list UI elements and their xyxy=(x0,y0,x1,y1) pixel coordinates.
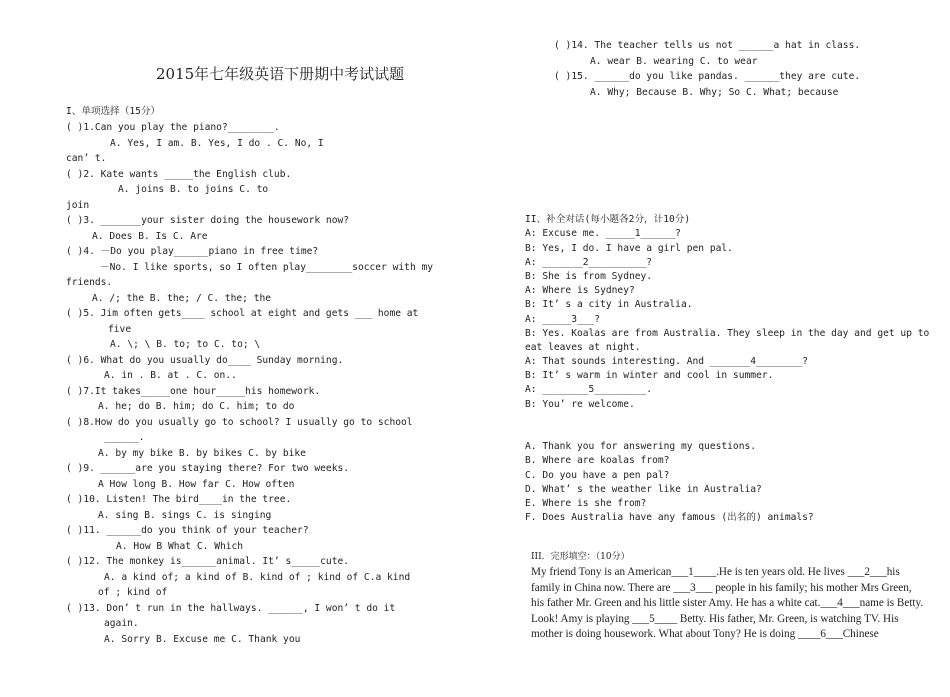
question-line: ( )6. What do you usually do____ Sunday morning. xyxy=(66,355,344,366)
cloze-line: My friend Tony is an American___1____.He is ten years old. He lives ___2___his xyxy=(531,566,900,578)
question-line: ( )15. ______do you like pandas. ______they are cute. xyxy=(554,71,861,82)
option-line: F. Does Australia have any famous (出名的) animals? xyxy=(525,512,814,523)
question-line: ______. xyxy=(104,432,145,443)
dialogue-line: II、补全对话(每小题各2分，计10分) xyxy=(525,214,691,225)
question-line: A. a kind of; a kind of B. kind of ; kind of C.a kind xyxy=(104,572,411,583)
question-line: ( )4. －Do you play______piano in free time? xyxy=(66,246,319,257)
question-line: of ; kind of xyxy=(98,587,168,598)
question-line: －No. I like sports, so I often play________soccer with my xyxy=(100,262,434,273)
question-line: ( )5. Jim often gets____ school at eight and gets ___ home at xyxy=(66,308,419,319)
question-line: ( )11. ______do you think of your teacher? xyxy=(66,525,309,536)
cloze-line: mother is doing housework. What about Tony? He is doing ____6___Chinese xyxy=(531,628,879,640)
question-line: A. joins B. to joins C. to xyxy=(118,184,269,195)
cloze-line: Look! Amy is playing ___5____ Betty. His father, Mr. Green, is watching TV. His xyxy=(531,612,899,625)
question-line: A. \; \ B. to; to C. to; \ xyxy=(110,339,261,350)
question-line: ( )7.It takes_____one hour_____his homework. xyxy=(66,386,321,397)
question-line: ( )13. Don’ t run in the hallways. ______, I won’ t do it xyxy=(66,603,396,614)
dialogue-line: A: _______2__________? xyxy=(525,257,653,268)
dialogue-line: eat leaves at night. xyxy=(525,342,641,353)
cloze-heading: III．完形填空：（10分） xyxy=(531,552,630,562)
question-line: five xyxy=(108,324,132,335)
question-line: ( )14. The teacher tells us not ______a hat in class. xyxy=(554,40,861,51)
question-line: can’ t. xyxy=(66,153,107,164)
cloze-line: family in China now. There are ___3___ people in his family; his mother Mrs Green, xyxy=(531,581,912,594)
dialogue-line: A: Excuse me. _____1______? xyxy=(525,228,681,239)
question-line: A. sing B. sings C. is singing xyxy=(98,510,272,521)
dialogue-line: B: Yes, I do. I have a girl pen pal. xyxy=(525,243,733,254)
question-line: ( )12. The monkey is______animal. It’ s_____cute. xyxy=(66,556,350,567)
dialogue-line: A: That sounds interesting. And _______4________? xyxy=(525,356,809,367)
option-line: A. Thank you for answering my questions. xyxy=(525,441,757,452)
question-line: ( )10. Listen! The bird____in the tree. xyxy=(66,494,292,505)
question-line: ( )9. ______are you staying there? For two weeks. xyxy=(66,463,350,474)
question-line: A. Yes, I am. B. Yes, I do . C. No, I xyxy=(110,138,324,149)
dialogue-line: B: Yes. Koalas are from Australia. They sleep in the day and get up to xyxy=(525,328,930,339)
option-line: E. Where is she from? xyxy=(525,498,647,509)
page-title: 2015年七年级英语下册期中考试试题 xyxy=(156,65,405,83)
question-line: A. Sorry B. Excuse me C. Thank you xyxy=(104,634,301,645)
dialogue-line: A: Where is Sydney? xyxy=(525,285,635,296)
question-line: again. xyxy=(104,618,139,629)
dialogue-line: B: She is from Sydney. xyxy=(525,271,653,282)
question-line: ( )3. _______your sister doing the housework now? xyxy=(66,215,350,226)
question-line: A. /; the B. the; / C. the; the xyxy=(92,293,272,304)
option-line: B. Where are koalas from? xyxy=(525,455,670,466)
option-line: D. What’ s the weather like in Australia? xyxy=(525,484,762,495)
dialogue-line: B: It’ s warm in winter and cool in summer. xyxy=(525,370,774,381)
question-line: A. Why; Because B. Why; So C. What; because xyxy=(590,87,839,98)
dialogue-line: B: It’ s a city in Australia. xyxy=(525,299,693,310)
cloze-line: his father Mr. Green and his little sister Amy. He has a white cat.___4___name is Betty. xyxy=(531,597,924,609)
option-line: C. Do you have a pen pal? xyxy=(525,470,670,481)
dialogue-line: A: ________5_________. xyxy=(525,384,653,395)
dialogue-line: A: _____3___? xyxy=(525,314,601,325)
question-line: ( )2. Kate wants _____the English club. xyxy=(66,169,292,180)
question-line: A. How B What C. Which xyxy=(116,541,244,552)
question-line: join xyxy=(66,200,90,211)
dialogue-line: B: You’ re welcome. xyxy=(525,399,635,410)
question-line: I、单项选择（15分） xyxy=(66,106,161,117)
question-line: friends. xyxy=(66,277,113,288)
question-line: A. in . B. at . C. on.. xyxy=(104,370,237,381)
question-line: A. wear B. wearing C. to wear xyxy=(590,56,758,67)
question-line: ( )1.Can you play the piano?________. xyxy=(66,122,280,133)
question-line: A. by my bike B. by bikes C. by bike xyxy=(98,448,306,459)
question-line: A. he; do B. him; do C. him; to do xyxy=(98,401,295,412)
question-line: A How long B. How far C. How often xyxy=(98,479,295,490)
question-line: A. Does B. Is C. Are xyxy=(92,231,208,242)
question-line: ( )8.How do you usually go to school? I usually go to school xyxy=(66,417,413,428)
